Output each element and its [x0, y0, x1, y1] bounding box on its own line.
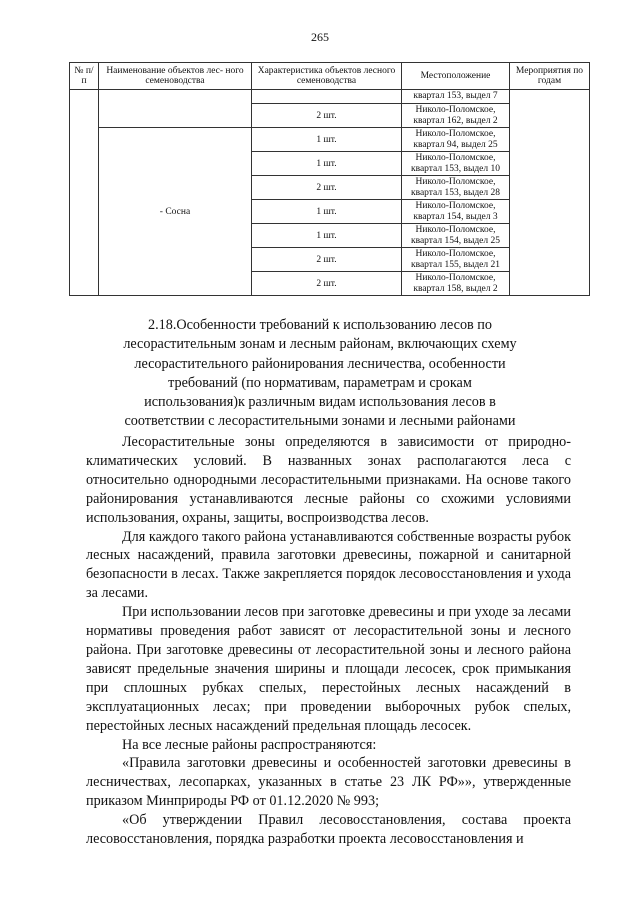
- body-text: [86, 433, 571, 849]
- location-cell: Николо-Поломское, квартал 154, выдел 3: [402, 200, 510, 224]
- measures-cell: [510, 90, 590, 296]
- table-row: [70, 90, 590, 104]
- paragraph: При использовании лесов при заготовке древесины и при уходе за лесами нормативы проведения работ зависят от лесорастительной зоны и лесного района. При заготовке древесины от лесорастительной зоны и лесного района зависят предельные значения ширины и площади лесосек, срок примыкания при сплошных рубках спелых, перестойных лесных насаждений в эксплуатационных лесах; при проведении выборочных рубок спелых, перестойных лесных насаждений предельная площадь лесосек.: [86, 604, 571, 734]
- paragraph: Для каждого такого района устанавливаются собственные возрасты рубок лесных насаждений, правила заготовки древесины, пожарной и санитарной безопасности в лесах. Также закрепляется порядок лесовосстановления и ухода за лесами.: [86, 528, 571, 602]
- location-cell: Николо-Поломское, квартал 155, выдел 21: [402, 248, 510, 272]
- location-cell: квартал 153, выдел 7: [402, 90, 510, 104]
- location-cell: Николо-Поломское, квартал 158, выдел 2: [402, 272, 510, 296]
- location-cell: Николо-Поломское, квартал 162, выдел 2: [402, 104, 510, 128]
- header-location: Местоположение: [402, 63, 510, 90]
- quantity-cell: 2 шт.: [252, 248, 402, 272]
- quantity-cell: 1 шт.: [252, 152, 402, 176]
- table-header-row: [70, 63, 590, 90]
- quantity-cell: 2 шт.: [252, 272, 402, 296]
- header-measures: Мероприятия по годам: [510, 63, 590, 90]
- header-number: № п/п: [70, 63, 99, 90]
- paragraph: На все лесные районы распространяются:: [122, 736, 377, 753]
- section-heading: 2.18.Особенности требований к использованию лесов по лесорастительным зонам и лесным районам, включающих схему лесорастительного районирования лесничества, особенности требований (по нормативам, параметрам и срокам использования)к различным видам использования лесов в соответствии с лесорастительными зонами и лесными районами: [123, 317, 517, 430]
- number-cell: [70, 90, 99, 296]
- location-cell: Николо-Поломское, квартал 94, выдел 25: [402, 128, 510, 152]
- paragraph: Лесорастительные зоны определяются в зависимости от природно-климатических условий. В названных зонах располагаются леса с относительно однородными лесорастительными признаками. На основе такого районирования устанавливаются лесные районы со схожими условиями использования, охраны, защиты, воспроизводства лесов.: [86, 434, 571, 526]
- pine-label-cell: - Сосна: [99, 128, 252, 296]
- header-object-name: Наименование объектов лес- ного семеноводства: [99, 63, 252, 90]
- seed-objects-table: [69, 62, 590, 296]
- location-cell: Николо-Поломское, квартал 153, выдел 10: [402, 152, 510, 176]
- page-number: 265: [311, 30, 329, 44]
- object-name-cell: [99, 90, 252, 128]
- quantity-cell: 2 шт.: [252, 104, 402, 128]
- paragraph: «Об утверждении Правил лесовосстановления, состава проекта лесовосстановления, порядка разработки проекта лесовосстановления и: [86, 812, 571, 848]
- header-characteristic: Характеристика объектов лесного семеноводства: [252, 63, 402, 90]
- characteristic-cell: [252, 90, 402, 104]
- location-cell: Николо-Поломское, квартал 153, выдел 28: [402, 176, 510, 200]
- quantity-cell: 1 шт.: [252, 128, 402, 152]
- quantity-cell: 1 шт.: [252, 224, 402, 248]
- quantity-cell: 2 шт.: [252, 176, 402, 200]
- quantity-cell: 1 шт.: [252, 200, 402, 224]
- location-cell: Николо-Поломское, квартал 154, выдел 25: [402, 224, 510, 248]
- paragraph: «Правила заготовки древесины и особенностей заготовки древесины в лесничествах, лесопарках, указанных в статье 23 ЛК РФ»», утвержденные приказом Минприроды РФ от 01.12.2020 № 993;: [86, 755, 571, 810]
